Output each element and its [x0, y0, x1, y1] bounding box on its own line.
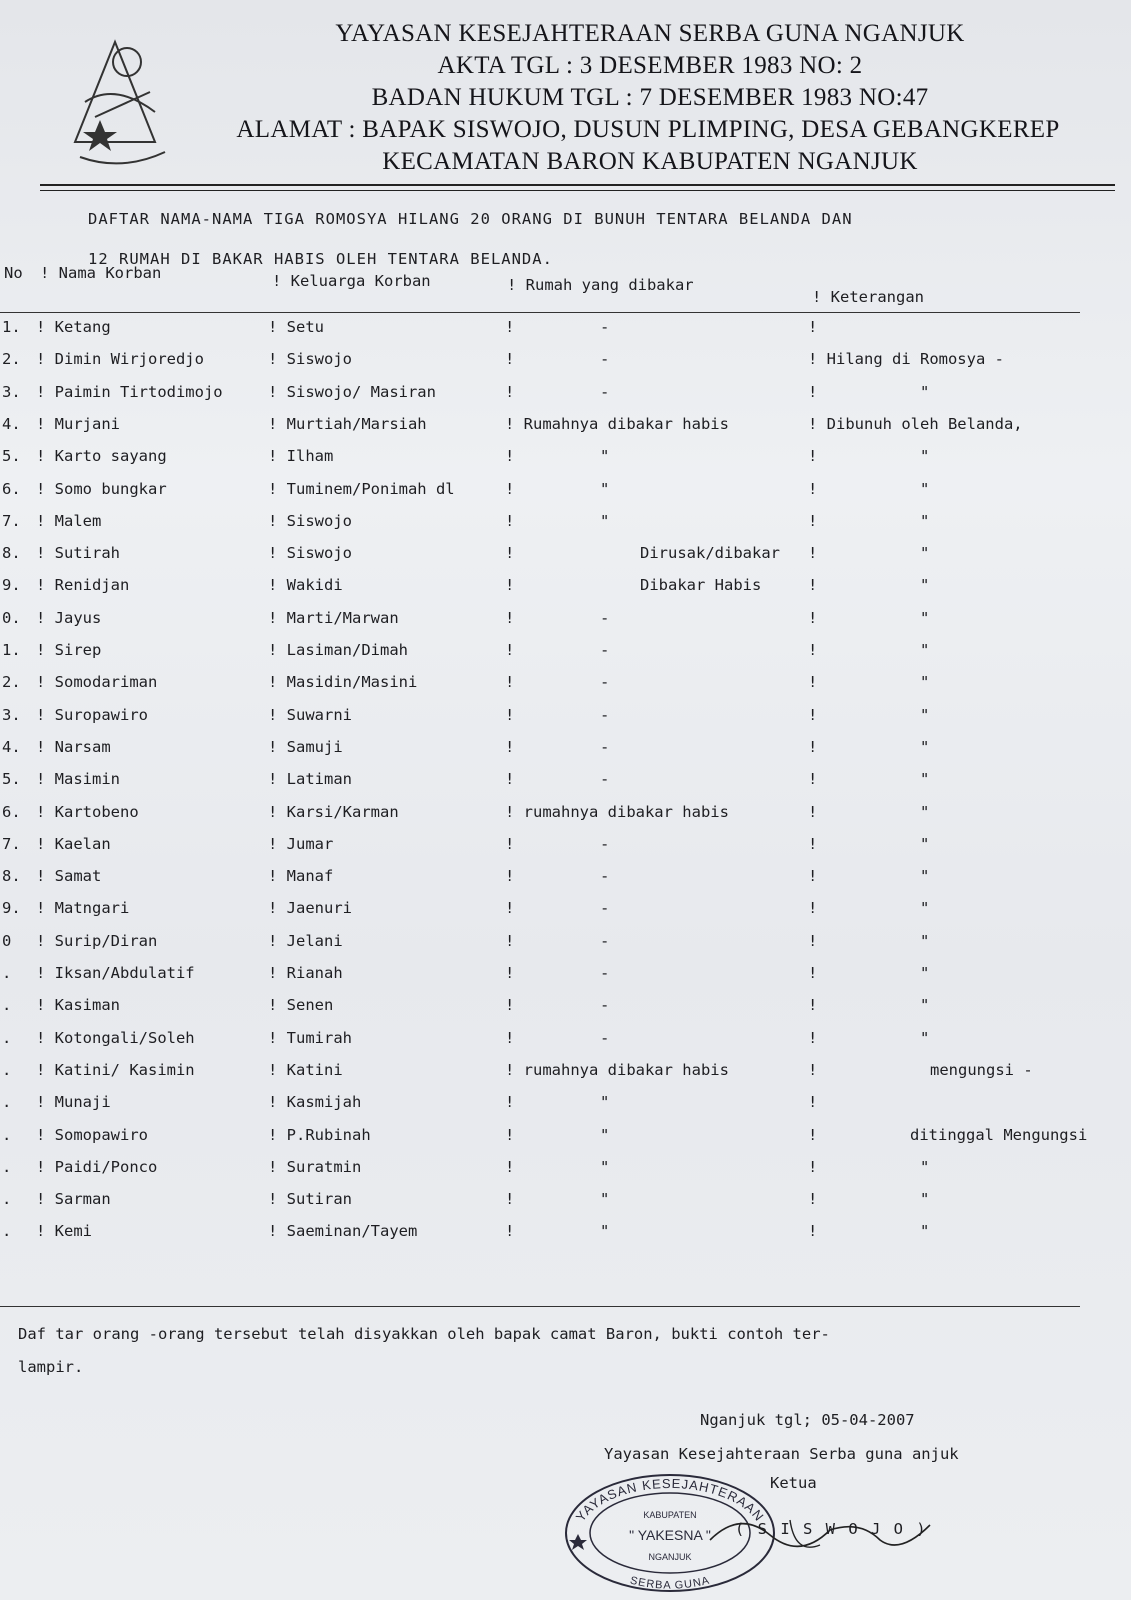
- stamp-top-text: YAYASAN KESEJAHTERAAN: [572, 1475, 768, 1525]
- cell-no: 7.: [2, 511, 21, 530]
- cell-no: .: [2, 1028, 12, 1047]
- organization-logo: [55, 22, 190, 172]
- cell-keterangan-marker: !: [808, 996, 818, 1015]
- cell-keluarga-korban: ! Marti/Marwan: [268, 608, 399, 627]
- column-header-keterangan: ! Keterangan: [812, 288, 924, 306]
- letterhead-line-1: YAYASAN KESEJAHTERAAN SERBA GUNA NGANJUK: [335, 20, 965, 47]
- cell-keterangan-marker: !: [808, 834, 818, 853]
- cell-rumah-dibakar: !: [505, 673, 515, 692]
- table-row: [0, 996, 1131, 1022]
- cell-rumah-detail: -: [600, 350, 610, 369]
- cell-rumah-detail: -: [600, 705, 610, 724]
- cell-rumah-dibakar: !: [505, 931, 515, 950]
- cell-keterangan-detail: ": [920, 996, 930, 1015]
- cell-nama-korban: ! Sirep: [36, 641, 102, 659]
- cell-no: 6.: [2, 479, 21, 498]
- cell-keluarga-korban: ! Kasmijah: [268, 1093, 362, 1112]
- column-header-nama: ! Nama Korban: [40, 264, 162, 282]
- cell-rumah-detail: ": [600, 1157, 610, 1176]
- cell-keterangan-detail: ": [920, 641, 930, 659]
- table-row: [0, 415, 1131, 441]
- cell-keluarga-korban: ! Rianah: [268, 964, 343, 982]
- cell-nama-korban: ! Kasiman: [36, 996, 120, 1015]
- stamp-center-text: " YAKESNA ": [629, 1527, 711, 1543]
- cell-rumah-detail: -: [600, 737, 610, 756]
- stamp-city-text: NGANJUK: [648, 1552, 692, 1562]
- cell-rumah-dibakar: !: [505, 737, 515, 756]
- cell-no: 9.: [2, 576, 21, 595]
- cell-nama-korban: ! Suropawiro: [36, 705, 148, 724]
- place-date: Nganjuk tgl; 05-04-2007: [700, 1411, 915, 1429]
- table-row: [0, 803, 1131, 829]
- table-row: [0, 932, 1131, 958]
- cell-keterangan-marker: !: [808, 1028, 818, 1047]
- cell-keterangan-marker: !: [808, 382, 818, 401]
- table-row: [0, 1061, 1131, 1087]
- cell-keterangan-detail: ": [920, 1028, 930, 1047]
- cell-keluarga-korban: ! Senen: [268, 996, 334, 1015]
- cell-keluarga-korban: ! Karsi/Karman: [268, 802, 399, 821]
- cell-keluarga-korban: ! Jaenuri: [268, 899, 352, 918]
- signatory-role: Ketua: [770, 1474, 817, 1492]
- cell-rumah-detail: -: [600, 931, 610, 950]
- stamp-bottom-text: SERBA GUNA: [628, 1574, 712, 1592]
- cell-keluarga-korban: ! Ilham: [268, 447, 334, 466]
- cell-keterangan-marker: !: [808, 1125, 818, 1144]
- cell-keluarga-korban: ! Siswojo/ Masiran: [268, 382, 436, 401]
- cell-rumah-detail: ": [600, 447, 610, 466]
- table-row: [0, 1190, 1131, 1216]
- cell-nama-korban: ! Masimin: [36, 770, 120, 789]
- cell-rumah-detail: ": [600, 1190, 610, 1209]
- table-row: [0, 1222, 1131, 1248]
- cell-keluarga-korban: ! Masidin/Masini: [268, 673, 418, 692]
- cell-keterangan-marker: !: [808, 641, 818, 659]
- cell-nama-korban: ! Paimin Tirtodimojo: [36, 382, 223, 401]
- cell-rumah-detail: Dirusak/dibakar: [640, 544, 780, 563]
- cell-rumah-detail: ": [600, 511, 610, 530]
- cell-no: 1.: [2, 318, 21, 336]
- cell-rumah-detail: -: [600, 867, 610, 886]
- cell-no: .: [2, 964, 12, 982]
- cell-keluarga-korban: ! Tumirah: [268, 1028, 352, 1047]
- cell-keterangan-detail: ": [920, 737, 930, 756]
- signatory-name: ( S I S W O J O ): [735, 1520, 928, 1538]
- cell-rumah-dibakar: !: [505, 1222, 515, 1241]
- cell-keterangan-detail: ditinggal Mengungsi: [910, 1125, 1088, 1144]
- table-row: [0, 447, 1131, 473]
- cell-keterangan-detail: ": [920, 1157, 930, 1176]
- cell-keluarga-korban: ! Tuminem/Ponimah dl: [268, 479, 455, 498]
- cell-keterangan-detail: ": [920, 867, 930, 886]
- cell-keterangan-detail: ": [920, 964, 930, 982]
- cell-no: 7.: [2, 834, 21, 853]
- cell-rumah-detail: -: [600, 964, 610, 982]
- table-row: [0, 1029, 1131, 1055]
- cell-no: 3.: [2, 705, 21, 724]
- cell-no: 3.: [2, 382, 21, 401]
- cell-nama-korban: ! Somopawiro: [36, 1125, 148, 1144]
- cell-rumah-detail: -: [600, 770, 610, 789]
- cell-no: 9.: [2, 899, 21, 918]
- table-row: [0, 544, 1131, 570]
- table-row: [0, 964, 1131, 990]
- cell-keluarga-korban: ! Setu: [268, 318, 324, 336]
- table-bottom-rule: [0, 1306, 1080, 1307]
- cell-no: .: [2, 1157, 12, 1176]
- cell-rumah-dibakar: !: [505, 350, 515, 369]
- cell-nama-korban: ! Somo bungkar: [36, 479, 167, 498]
- cell-rumah-dibakar: !: [505, 641, 515, 659]
- cell-keterangan-marker: !: [808, 931, 818, 950]
- cell-keluarga-korban: ! Samuji: [268, 737, 343, 756]
- letterhead-line-3: BADAN HUKUM TGL : 7 DESEMBER 1983 NO:47: [371, 84, 929, 111]
- cell-nama-korban: ! Samat: [36, 867, 102, 886]
- cell-rumah-detail: -: [600, 834, 610, 853]
- cell-rumah-detail: -: [600, 382, 610, 401]
- cell-keluarga-korban: ! Jelani: [268, 931, 343, 950]
- cell-rumah-dibakar: !: [505, 964, 515, 982]
- table-row: [0, 350, 1131, 376]
- cell-nama-korban: ! Sutirah: [36, 544, 120, 563]
- cell-keluarga-korban: ! Katini: [268, 1060, 343, 1079]
- cell-rumah-dibakar: !: [505, 1125, 515, 1144]
- table-row: [0, 383, 1131, 409]
- cell-keterangan-detail: ": [920, 834, 930, 853]
- cell-rumah-detail: ": [600, 1222, 610, 1241]
- cell-keterangan-detail: ": [920, 382, 930, 401]
- letterhead-line-5: KECAMATAN BARON KABUPATEN NGANJUK: [382, 148, 918, 175]
- cell-no: 2.: [2, 673, 21, 692]
- letterhead-divider: [40, 184, 1115, 186]
- table-row: [0, 609, 1131, 635]
- cell-nama-korban: ! Iksan/Abdulatif: [36, 964, 195, 982]
- cell-rumah-detail: -: [600, 318, 610, 336]
- cell-keluarga-korban: ! Siswojo: [268, 511, 352, 530]
- cell-keterangan-detail: ": [920, 511, 930, 530]
- cell-keterangan-marker: !: [808, 1093, 818, 1112]
- cell-no: 8.: [2, 867, 21, 886]
- table-row: [0, 512, 1131, 538]
- cell-keterangan-marker: !: [808, 318, 818, 336]
- cell-no: 0.: [2, 608, 21, 627]
- cell-keterangan-marker: !: [808, 737, 818, 756]
- cell-rumah-dibakar: ! Rumahnya dibakar habis: [505, 414, 729, 433]
- cell-nama-korban: ! Dimin Wirjoredjo: [36, 350, 204, 369]
- column-header-keluarga: ! Keluarga Korban: [272, 272, 431, 290]
- cell-keluarga-korban: ! P.Rubinah: [268, 1125, 371, 1144]
- cell-nama-korban: ! Surip/Diran: [36, 931, 158, 950]
- cell-no: 6.: [2, 802, 21, 821]
- cell-rumah-dibakar: !: [505, 834, 515, 853]
- cell-no: 8.: [2, 544, 21, 563]
- cell-keterangan-marker: !: [808, 1222, 818, 1241]
- column-header-rumah: ! Rumah yang dibakar: [507, 276, 694, 294]
- cell-keluarga-korban: ! Manaf: [268, 867, 334, 886]
- cell-keterangan-marker: !: [808, 576, 818, 595]
- cell-keluarga-korban: ! Suratmin: [268, 1157, 362, 1176]
- cell-nama-korban: ! Kemi: [36, 1222, 92, 1241]
- footer-note-line-2: lampir.: [18, 1358, 84, 1376]
- cell-rumah-dibakar: !: [505, 1190, 515, 1209]
- cell-nama-korban: ! Narsam: [36, 737, 111, 756]
- cell-nama-korban: ! Jayus: [36, 608, 102, 627]
- cell-rumah-dibakar: !: [505, 608, 515, 627]
- cell-keterangan-marker: !: [808, 964, 818, 982]
- cell-rumah-dibakar: !: [505, 576, 515, 595]
- cell-keterangan-marker: !: [808, 1157, 818, 1176]
- cell-rumah-dibakar: !: [505, 318, 515, 336]
- cell-keterangan-marker: !: [808, 447, 818, 466]
- cell-rumah-dibakar: !: [505, 770, 515, 789]
- cell-keterangan-marker: !: [808, 770, 818, 789]
- cell-keterangan-marker: !: [808, 802, 818, 821]
- cell-keterangan-detail: ": [920, 770, 930, 789]
- cell-keluarga-korban: ! Latiman: [268, 770, 352, 789]
- table-row: [0, 641, 1131, 667]
- cell-nama-korban: ! Somodariman: [36, 673, 158, 692]
- cell-no: .: [2, 996, 12, 1015]
- cell-keterangan-marker: !: [808, 867, 818, 886]
- cell-keterangan-detail: ": [920, 1222, 930, 1241]
- cell-rumah-detail: ": [600, 1125, 610, 1144]
- cell-keterangan-detail: ": [920, 705, 930, 724]
- cell-keluarga-korban: ! Jumar: [268, 834, 334, 853]
- cell-keluarga-korban: ! Siswojo: [268, 544, 352, 563]
- letterhead-line-2: AKTA TGL : 3 DESEMBER 1983 NO: 2: [437, 52, 863, 79]
- cell-nama-korban: ! Munaji: [36, 1093, 111, 1112]
- cell-nama-korban: ! Ketang: [36, 318, 111, 336]
- cell-nama-korban: ! Malem: [36, 511, 102, 530]
- table-row: [0, 1093, 1131, 1119]
- cell-nama-korban: ! Kotongali/Soleh: [36, 1028, 195, 1047]
- cell-rumah-dibakar: !: [505, 867, 515, 886]
- cell-no: .: [2, 1060, 12, 1079]
- cell-rumah-dibakar: !: [505, 544, 515, 563]
- table-row: [0, 1158, 1131, 1184]
- cell-keterangan-detail: ": [920, 544, 930, 563]
- cell-keterangan-marker: !: [808, 511, 818, 530]
- table-row: [0, 480, 1131, 506]
- table-row: [0, 770, 1131, 796]
- cell-nama-korban: ! Sarman: [36, 1190, 111, 1209]
- cell-keluarga-korban: ! Murtiah/Marsiah: [268, 414, 427, 433]
- table-row: [0, 835, 1131, 861]
- cell-rumah-dibakar: !: [505, 1028, 515, 1047]
- cell-rumah-detail: ": [600, 1093, 610, 1112]
- cell-keluarga-korban: ! Lasiman/Dimah: [268, 641, 408, 659]
- cell-no: .: [2, 1190, 12, 1209]
- cell-keterangan-detail: ": [920, 447, 930, 466]
- cell-rumah-detail: -: [600, 641, 610, 659]
- cell-nama-korban: ! Kaelan: [36, 834, 111, 853]
- cell-keterangan-detail: ": [920, 608, 930, 627]
- table-row: [0, 318, 1131, 344]
- cell-no: 5.: [2, 770, 21, 789]
- cell-rumah-dibakar: !: [505, 447, 515, 466]
- cell-keterangan-detail: ": [920, 899, 930, 918]
- cell-nama-korban: ! Paidi/Ponco: [36, 1157, 158, 1176]
- cell-rumah-dibakar: !: [505, 705, 515, 724]
- cell-keluarga-korban: ! Wakidi: [268, 576, 343, 595]
- cell-nama-korban: ! Karto sayang: [36, 447, 167, 466]
- table-row: [0, 1126, 1131, 1152]
- cell-keterangan-marker: !: [808, 1190, 818, 1209]
- table-row: [0, 867, 1131, 893]
- footer-note-line-1: Daf tar orang -orang tersebut telah disyakkan oleh bapak camat Baron, bukti contoh ter-: [18, 1325, 830, 1343]
- cell-no: 4.: [2, 737, 21, 756]
- cell-no: 5.: [2, 447, 21, 466]
- signatory-organization: Yayasan Kesejahteraan Serba guna anjuk: [604, 1445, 959, 1463]
- cell-no: 0: [2, 931, 12, 950]
- letterhead-divider-thin: [40, 190, 1115, 191]
- stamp-kabupaten-text: KABUPATEN: [643, 1510, 697, 1520]
- cell-keterangan-detail: ": [920, 576, 930, 595]
- cell-keterangan-marker: !: [808, 544, 818, 563]
- table-row: [0, 576, 1131, 602]
- cell-rumah-dibakar: !: [505, 899, 515, 918]
- cell-keterangan-marker: ! Dibunuh oleh Belanda,: [808, 414, 1023, 433]
- cell-nama-korban: ! Matngari: [36, 899, 130, 918]
- cell-keterangan-marker: !: [808, 479, 818, 498]
- cell-rumah-detail: ": [600, 479, 610, 498]
- cell-rumah-dibakar: ! rumahnya dibakar habis: [505, 1060, 729, 1079]
- cell-nama-korban: ! Murjani: [36, 414, 120, 433]
- cell-no: .: [2, 1222, 12, 1241]
- cell-rumah-dibakar: !: [505, 511, 515, 530]
- cell-keterangan-marker: !: [808, 608, 818, 627]
- cell-keterangan-detail: ": [920, 931, 930, 950]
- cell-rumah-detail: -: [600, 899, 610, 918]
- cell-no: .: [2, 1125, 12, 1144]
- table-row: [0, 706, 1131, 732]
- table-row: [0, 899, 1131, 925]
- cell-nama-korban: ! Kartobeno: [36, 802, 139, 821]
- cell-keluarga-korban: ! Sutiran: [268, 1190, 352, 1209]
- cell-rumah-dibakar: !: [505, 996, 515, 1015]
- cell-keterangan-marker: !: [808, 673, 818, 692]
- table-row: [0, 738, 1131, 764]
- cell-rumah-dibakar: !: [505, 1093, 515, 1112]
- cell-no: 2.: [2, 350, 21, 369]
- cell-keterangan-marker: ! Hilang di Romosya -: [808, 350, 1004, 369]
- cell-rumah-dibakar: !: [505, 479, 515, 498]
- list-heading-line-1: DAFTAR NAMA-NAMA TIGA ROMOSYA HILANG 20 ORANG DI BUNUH TENTARA BELANDA DAN: [88, 210, 853, 228]
- cell-rumah-dibakar: !: [505, 382, 515, 401]
- cell-no: 1.: [2, 641, 21, 659]
- cell-keluarga-korban: ! Suwarni: [268, 705, 352, 724]
- cell-no: .: [2, 1093, 12, 1112]
- cell-keterangan-marker: !: [808, 899, 818, 918]
- cell-keterangan-marker: !: [808, 705, 818, 724]
- cell-nama-korban: ! Katini/ Kasimin: [36, 1060, 195, 1079]
- cell-rumah-detail: -: [600, 608, 610, 627]
- cell-rumah-dibakar: !: [505, 1157, 515, 1176]
- cell-keluarga-korban: ! Saeminan/Tayem: [268, 1222, 418, 1241]
- cell-keterangan-marker: !: [808, 1060, 818, 1079]
- cell-keterangan-detail: ": [920, 1190, 930, 1209]
- cell-rumah-detail: Dibakar Habis: [640, 576, 762, 595]
- cell-rumah-detail: -: [600, 673, 610, 692]
- table-row: [0, 673, 1131, 699]
- cell-rumah-detail: -: [600, 1028, 610, 1047]
- letterhead-line-4: ALAMAT : BAPAK SISWOJO, DUSUN PLIMPING, DESA GEBANGKEREP: [236, 116, 1060, 143]
- cell-keterangan-detail: ": [920, 673, 930, 692]
- column-header-no: No: [4, 264, 23, 282]
- cell-keluarga-korban: ! Siswojo: [268, 350, 352, 369]
- cell-nama-korban: ! Renidjan: [36, 576, 130, 595]
- cell-keterangan-detail: mengungsi -: [930, 1060, 1033, 1079]
- cell-keterangan-detail: ": [920, 479, 930, 498]
- table-header-rule: [0, 312, 1080, 313]
- list-heading-line-2: 12 RUMAH DI BAKAR HABIS OLEH TENTARA BELANDA.: [88, 250, 553, 268]
- cell-no: 4.: [2, 414, 21, 433]
- cell-rumah-dibakar: ! rumahnya dibakar habis: [505, 802, 729, 821]
- cell-keterangan-detail: ": [920, 802, 930, 821]
- cell-rumah-detail: -: [600, 996, 610, 1015]
